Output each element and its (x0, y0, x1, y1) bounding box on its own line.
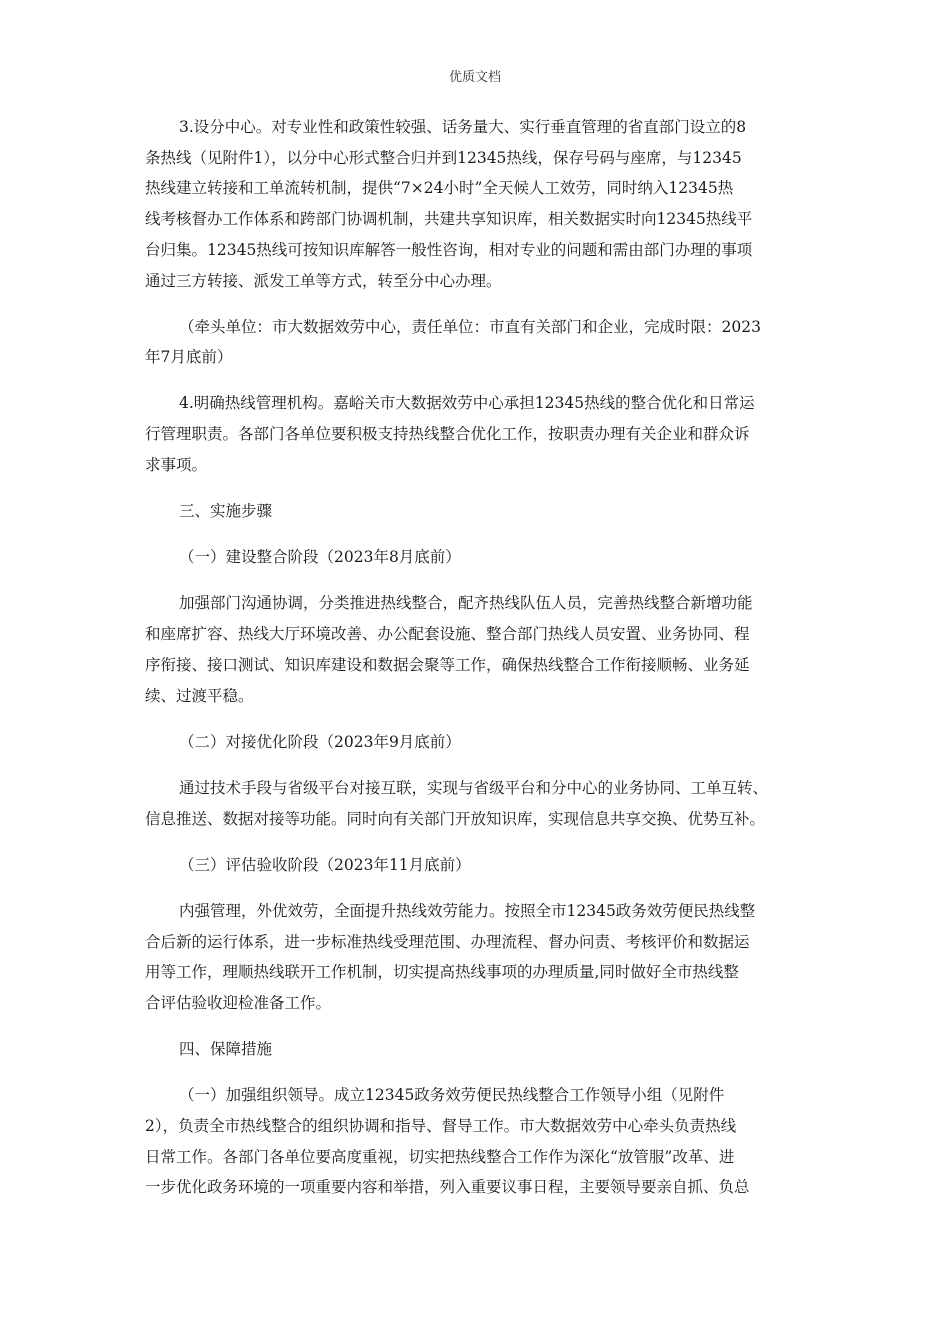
page-header: 优质文档 (448, 70, 501, 85)
text-line: 用等工作，理顺热线联开工作机制，切实提高热线事项的办理质量,同时做好全市热线整 (145, 963, 739, 981)
text-line: 序衔接、接口测试、知识库建设和数据会聚等工作，确保热线整合工作衔接顺畅、业务延 (145, 656, 750, 674)
section-heading: 三、实施步骤 (179, 502, 273, 520)
text-line: 信息推送、数据对接等功能。同时向有关部门开放知识库，实现信息共享交换、优势互补。 (145, 810, 766, 828)
text-line: 3.设分中心。对专业性和政策性较强、话务量大、实行垂直管理的省直部门设立的8 (179, 118, 747, 136)
text-line: 通过三方转接、派发工单等方式，转至分中心办理。 (145, 272, 502, 290)
subsection-heading: （二）对接优化阶段（2023年9月底前） (179, 733, 461, 751)
text-line: 内强管理，外优效劳，全面提升热线效劳能力。按照全市12345政务效劳便民热线整 (179, 902, 756, 920)
text-line: 求事项。 (145, 456, 208, 474)
text-line: 续、过渡平稳。 (145, 687, 254, 705)
subsection-heading: （三）评估验收阶段（2023年11月底前） (179, 856, 471, 874)
text-line: 2），负责全市热线整合的组织协调和指导、督导工作。市大数据效劳中心牵头负责热线 (145, 1117, 737, 1135)
text-line: 合后新的运行体系，进一步标准热线受理范围、办理流程、督办问责、考核评价和数据运 (145, 933, 750, 951)
text-line: 4.明确热线管理机构。嘉峪关市大数据效劳中心承担12345热线的整合优化和日常运 (179, 394, 755, 412)
text-line: 和座席扩容、热线大厅环境改善、办公配套设施、整合部门热线人员安置、业务协同、程 (145, 625, 750, 643)
text-line: （一）加强组织领导。成立12345政务效劳便民热线整合工作领导小组（见附件 (179, 1086, 725, 1104)
text-line: 加强部门沟通协调，分类推进热线整合，配齐热线队伍人员，完善热线整合新增功能 (179, 594, 753, 612)
text-line: （牵头单位：市大数据效劳中心，责任单位：市直有关部门和企业，完成时限：2023 (179, 318, 761, 336)
text-line: 年7月底前） (145, 348, 233, 366)
text-line: 合评估验收迎检准备工作。 (145, 994, 332, 1012)
text-line: 热线建立转接和工单流转机制，提供“7×24小时”全天候人工效劳，同时纳入12345热 (145, 179, 734, 197)
subsection-heading: （一）建设整合阶段（2023年8月底前） (179, 548, 461, 566)
text-line: 台归集。12345热线可按知识库解答一般性咨询，相对专业的问题和需由部门办理的事项 (145, 241, 753, 259)
section-heading: 四、保障措施 (179, 1040, 273, 1058)
text-line: 线考核督办工作体系和跨部门协调机制，共建共享知识库，相关数据实时向12345热线平 (145, 210, 753, 228)
text-line: 条热线（见附件1），以分中心形式整合归并到12345热线，保存号码与座席，与12345 (145, 149, 742, 167)
text-line: 日常工作。各部门各单位要高度重视，切实把热线整合工作作为深化“放管服”改革、进 (145, 1148, 735, 1166)
text-line: 一步优化政务环境的一项重要内容和举措，列入重要议事日程，主要领导要亲自抓、负总 (145, 1178, 750, 1196)
text-line: 行管理职责。各部门各单位要积极支持热线整合优化工作，按职责办理有关企业和群众诉 (145, 425, 750, 443)
text-line: 通过技术手段与省级平台对接互联，实现与省级平台和分中心的业务协同、工单互转、 (179, 779, 769, 797)
